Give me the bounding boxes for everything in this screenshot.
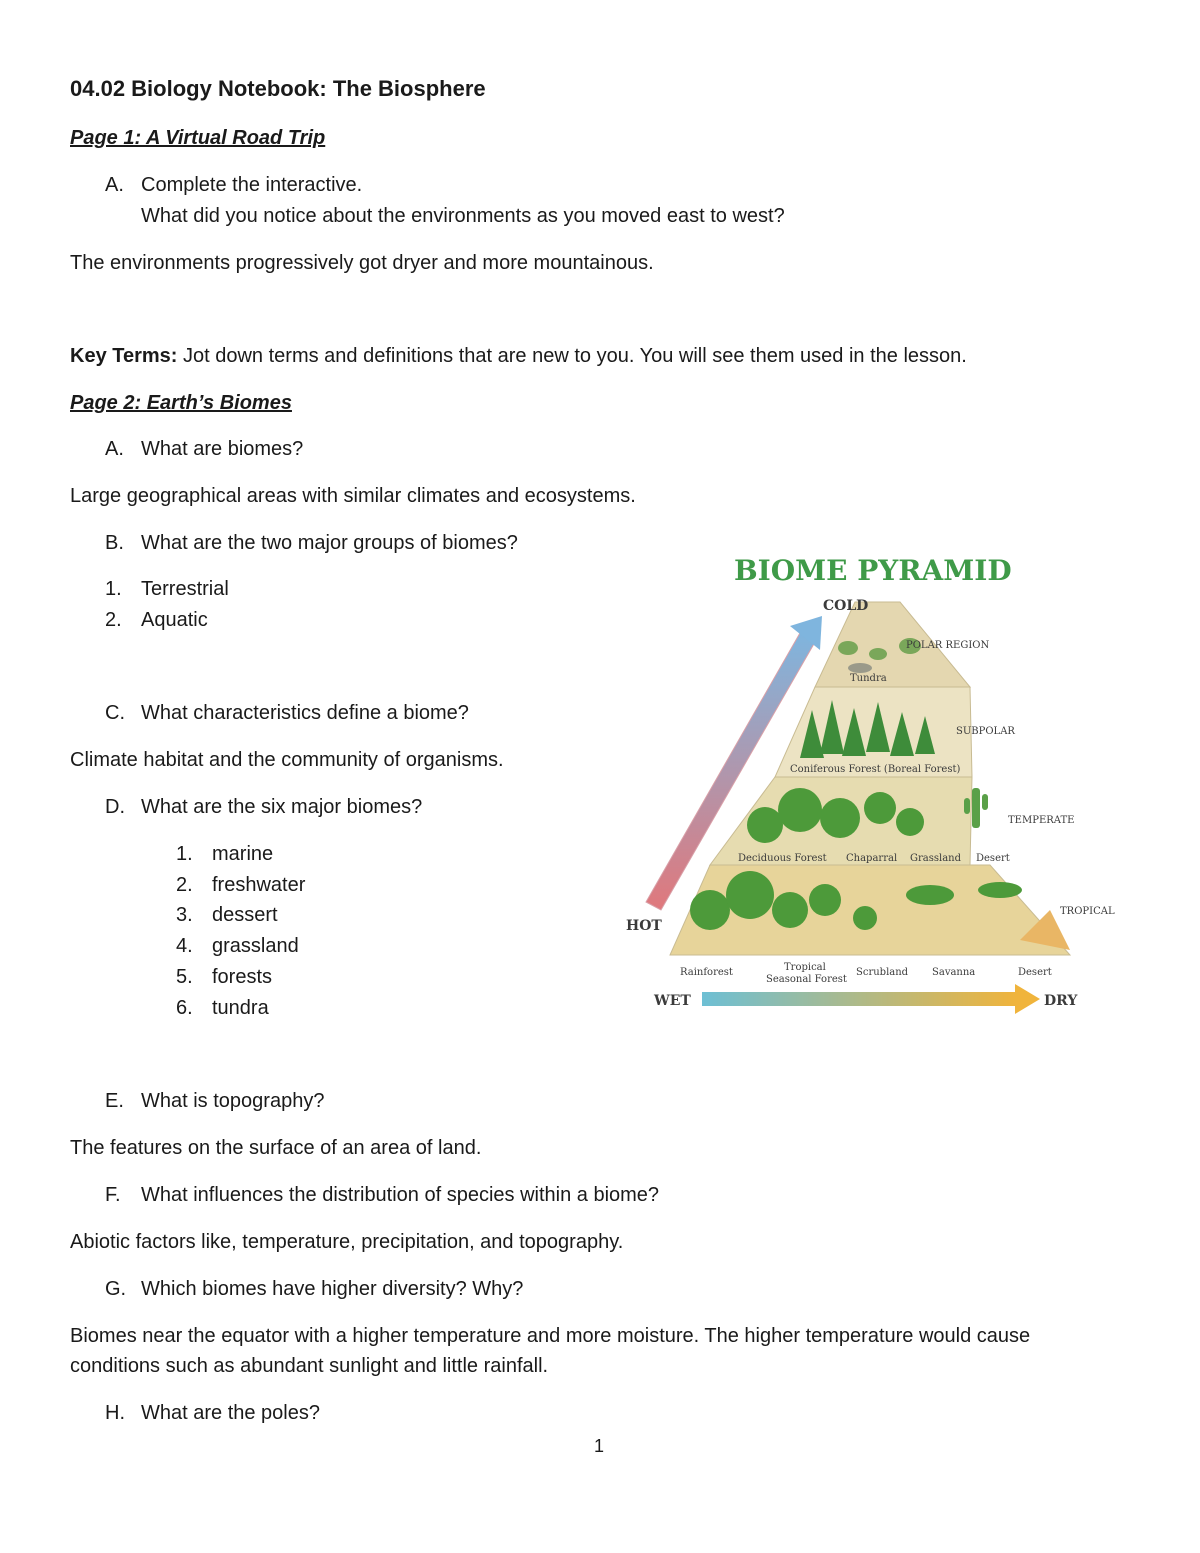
tropical-seasonal-line1: Tropical <box>784 962 826 973</box>
biome-pyramid-figure <box>610 550 1120 1025</box>
wet-dry-arrow-head <box>1015 984 1040 1014</box>
qe-question: What is topography? <box>141 1090 325 1112</box>
page-number: 1 <box>594 1436 605 1456</box>
qd-item-num: 5. <box>176 966 193 988</box>
savanna-label: Savanna <box>932 967 976 978</box>
page1-a-line2: What did you notice about the environments as you moved east to west? <box>141 205 785 227</box>
tundra-label: Tundra <box>850 673 887 684</box>
desert-temperate-label: Desert <box>976 853 1010 864</box>
figure-title: BIOME PYRAMID <box>734 554 1012 587</box>
scrubland-label: Scrubland <box>856 967 909 978</box>
qd-item-num: 1. <box>176 843 193 865</box>
qd-item-text: dessert <box>212 904 278 926</box>
page1-a-answer: The environments progressively got dryer and more mountainous. <box>70 252 654 274</box>
qd-item-text: forests <box>212 966 273 988</box>
qb-item-num: 1. <box>105 578 122 600</box>
qf-answer: Abiotic factors like, temperature, precipitation, and topography. <box>70 1231 624 1253</box>
qd-marker: D. <box>105 796 125 818</box>
qf-marker: F. <box>105 1184 121 1206</box>
page1-a-line1: Complete the interactive. <box>141 174 363 196</box>
qd-item-text: tundra <box>212 997 269 1019</box>
key-terms-text: Jot down terms and definitions that are new to you. You will see them used in the lesson. <box>177 345 967 367</box>
dry-label: DRY <box>1044 993 1078 1009</box>
coniferous-label: Coniferous Forest (Boreal Forest) <box>790 764 961 775</box>
qh-question: What are the poles? <box>141 1402 320 1424</box>
document-title: 04.02 Biology Notebook: The Biosphere <box>70 76 486 101</box>
qd-item-num: 4. <box>176 935 193 957</box>
qb-marker: B. <box>105 532 124 554</box>
qd-item-text: marine <box>212 843 274 865</box>
page2-heading: Page 2: Earth’s Biomes <box>70 392 292 414</box>
grassland-label: Grassland <box>910 853 961 864</box>
qa-marker: A. <box>105 438 124 460</box>
qg-answer-line2: conditions such as abundant sunlight and little rainfall. <box>70 1355 549 1377</box>
page1-a-marker: A. <box>105 174 124 196</box>
qb-item-text: Terrestrial <box>141 578 229 600</box>
qc-question: What characteristics define a biome? <box>141 702 469 724</box>
level-tropical-label: TROPICAL <box>1060 906 1115 917</box>
qd-item-num: 3. <box>176 904 193 926</box>
key-terms-label: Key Terms: <box>70 345 178 367</box>
qd-item-text: freshwater <box>212 874 306 896</box>
deciduous-label: Deciduous Forest <box>738 853 827 864</box>
rainforest-label: Rainforest <box>680 967 733 978</box>
qe-answer: The features on the surface of an area of land. <box>70 1137 482 1159</box>
qh-marker: H. <box>105 1402 125 1424</box>
qd-item-text: grassland <box>212 935 299 957</box>
qb-item-num: 2. <box>105 609 122 631</box>
tropical-seasonal-line2: Seasonal Forest <box>766 974 847 985</box>
qd-item-num: 2. <box>176 874 193 896</box>
qf-question: What influences the distribution of species within a biome? <box>141 1184 660 1206</box>
level-temperate-label: TEMPERATE <box>1008 815 1075 826</box>
qb-item-text: Aquatic <box>141 609 208 631</box>
level-polar-label: POLAR REGION <box>906 640 990 651</box>
hot-label: HOT <box>626 918 662 934</box>
qd-question: What are the six major biomes? <box>141 796 423 818</box>
key-terms-line <box>70 346 967 366</box>
wet-dry-arrow <box>702 992 1017 1006</box>
qd-item-num: 6. <box>176 997 193 1019</box>
page1-heading: Page 1: A Virtual Road Trip <box>70 127 326 149</box>
wet-label: WET <box>654 993 691 1009</box>
qc-marker: C. <box>105 702 125 724</box>
chaparral-label: Chaparral <box>846 853 898 864</box>
level-subpolar-label: SUBPOLAR <box>956 726 1015 737</box>
cold-label: COLD <box>823 598 869 614</box>
qe-marker: E. <box>105 1090 124 1112</box>
qg-marker: G. <box>105 1278 127 1300</box>
qa-question: What are biomes? <box>141 438 304 460</box>
qc-answer: Climate habitat and the community of organisms. <box>70 749 504 771</box>
qb-question: What are the two major groups of biomes? <box>141 532 518 554</box>
qg-question: Which biomes have higher diversity? Why? <box>141 1278 524 1300</box>
desert-tropical-label: Desert <box>1018 967 1052 978</box>
qa-answer: Large geographical areas with similar climates and ecosystems. <box>70 485 636 507</box>
qg-answer-line1: Biomes near the equator with a higher temperature and more moisture. The higher temperature would cause <box>70 1325 1031 1347</box>
